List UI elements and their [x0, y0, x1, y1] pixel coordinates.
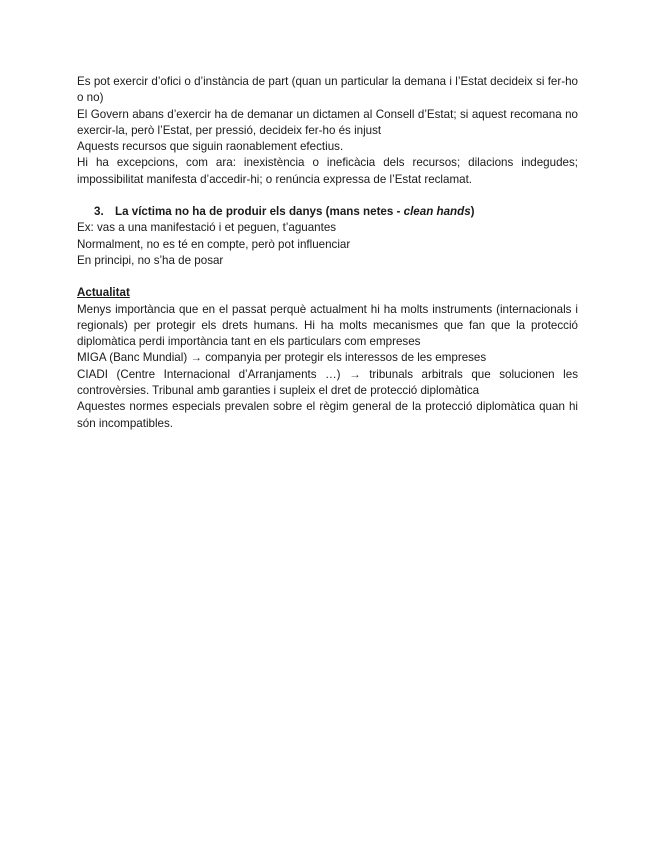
paragraph-normalment: Normalment, no es té en compte, però pot influenciar: [77, 237, 351, 251]
spacer: [77, 269, 578, 285]
paragraph-consell-estat: El Govern abans d’exercir ha de demanar un dictamen al Consell d’Estat; si aquest recomana no exercir-la, però l’Estat, per pressió, decideix fer-ho és injust: [77, 107, 578, 137]
paragraph-miga: MIGA (Banc Mundial) → companyia per protegir els interessos de les empreses: [77, 351, 487, 365]
paragraph-ciadi: CIADI (Centre Internacional d’Arranjaments …) → tribunals arbitrals que solucionen les controvèrsies. Tribunal amb garanties i supleix el dret de protecció diplomàtica: [77, 367, 578, 398]
spacer: [77, 188, 578, 204]
paragraph-recursos: Aquests recursos que siguin raonablement efectius.: [77, 140, 344, 154]
heading-italic-text: clean hands: [403, 205, 471, 219]
paragraph-ex-officio: Es pot exercir d’ofici o d’instància de part (quan un particular la demana i l’Estat decideix si fer-ho o no): [77, 75, 578, 105]
paragraph-example: Ex: vas a una manifestació i et peguen, t’aguantes: [77, 221, 337, 235]
heading-text: La víctima no ha de produir els danys (mans netes -: [115, 205, 404, 219]
heading-clean-hands: [77, 204, 578, 220]
section-title-actualitat: Actualitat: [77, 286, 130, 300]
heading-text-end: ): [470, 205, 475, 219]
paragraph-menys-importancia: Menys importància que en el passat perquè actualment hi ha molts instruments (internacionals i regionals) per protegir els drets humans. Hi ha molts mecanismes que fan que la protecció diplomàtica perdi importància tant en els particulars com empreses: [77, 302, 578, 349]
paragraph-en-principi: En principi, no s’ha de posar: [77, 253, 224, 267]
paragraph-excepcions: Hi ha excepcions, com ara: inexistència o ineficàcia dels recursos; dilacions indegudes; impossibilitat manifesta d’accedir-hi; o renúncia expressa de l’Estat reclamat.: [77, 156, 578, 186]
paragraph-normes-especials: Aquestes normes especials prevalen sobre el règim general de la protecció diplomàtica quan hi són incompatibles.: [77, 400, 578, 430]
document-page: [77, 74, 578, 432]
heading-number: 3.: [94, 205, 104, 219]
